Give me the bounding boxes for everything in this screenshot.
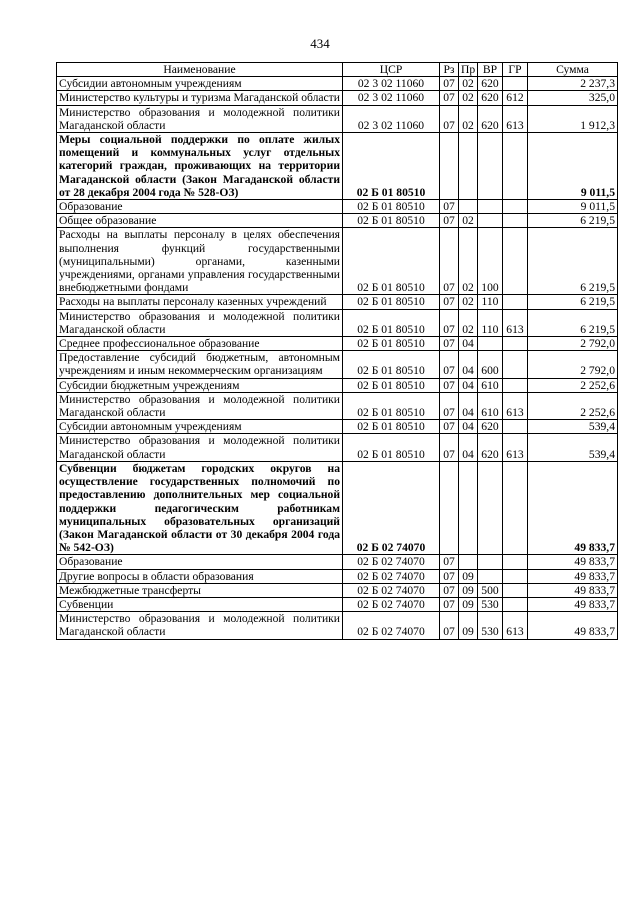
cell-vr (478, 133, 503, 200)
cell-sum: 2 237,3 (528, 77, 618, 91)
cell-vr: 620 (478, 91, 503, 105)
table-row (57, 378, 618, 392)
cell-rz: 07 (440, 200, 459, 214)
cell-name: Субвенции (57, 597, 343, 611)
cell-vr: 530 (478, 612, 503, 639)
cell-csr: 02 Б 01 80510 (343, 351, 440, 378)
cell-name: Субсидии автономным учреждениям (57, 420, 343, 434)
cell-gr (503, 555, 528, 569)
cell-sum: 539,4 (528, 420, 618, 434)
cell-gr (503, 133, 528, 200)
cell-rz: 07 (440, 378, 459, 392)
table-row (57, 91, 618, 105)
cell-sum: 6 219,5 (528, 295, 618, 309)
cell-sum: 49 833,7 (528, 555, 618, 569)
cell-sum: 9 011,5 (528, 133, 618, 200)
cell-vr (478, 200, 503, 214)
cell-pr: 02 (459, 309, 478, 336)
cell-csr: 02 Б 01 80510 (343, 378, 440, 392)
cell-sum: 49 833,7 (528, 569, 618, 583)
table-row (57, 133, 618, 200)
cell-name: Министерство образования и молодежной политики Магаданской области (57, 612, 343, 639)
cell-gr (503, 77, 528, 91)
table-row (57, 392, 618, 419)
table-row (57, 597, 618, 611)
cell-pr: 02 (459, 214, 478, 228)
cell-vr: 620 (478, 420, 503, 434)
cell-name: Меры социальной поддержки по оплате жилых помещений и коммунальных услуг отдельных категорий граждан, проживающих на территории Магаданской области (Закон Магаданской области от 28 декабря 2004 года № 528-ОЗ) (57, 133, 343, 200)
cell-sum: 6 219,5 (528, 214, 618, 228)
table-row (57, 228, 618, 295)
cell-csr: 02 Б 01 80510 (343, 295, 440, 309)
column-header-sum: Сумма (528, 63, 618, 77)
cell-name: Министерство образования и молодежной политики Магаданской области (57, 105, 343, 132)
cell-name: Общее образование (57, 214, 343, 228)
table-row (57, 295, 618, 309)
cell-gr (503, 214, 528, 228)
cell-rz: 07 (440, 420, 459, 434)
cell-rz: 07 (440, 105, 459, 132)
cell-rz: 07 (440, 555, 459, 569)
cell-vr: 600 (478, 351, 503, 378)
table-row (57, 612, 618, 639)
cell-csr: 02 Б 01 80510 (343, 434, 440, 461)
cell-gr: 612 (503, 91, 528, 105)
cell-csr: 02 3 02 11060 (343, 105, 440, 132)
cell-sum: 49 833,7 (528, 461, 618, 554)
cell-rz: 07 (440, 337, 459, 351)
cell-gr (503, 420, 528, 434)
table-row (57, 337, 618, 351)
cell-name: Среднее профессиональное образование (57, 337, 343, 351)
header-row (57, 63, 618, 77)
table-row (57, 77, 618, 91)
cell-sum: 2 792,0 (528, 351, 618, 378)
cell-rz: 07 (440, 583, 459, 597)
cell-sum: 2 252,6 (528, 378, 618, 392)
cell-rz: 07 (440, 91, 459, 105)
cell-csr: 02 Б 01 80510 (343, 420, 440, 434)
cell-vr: 500 (478, 583, 503, 597)
cell-name: Расходы на выплаты персоналу в целях обеспечения выполнения функций государственными (муниципальными) органами, казенными учреждениями, органами управления государственными внебюджетными фондами (57, 228, 343, 295)
budget-table (56, 62, 618, 640)
cell-gr (503, 378, 528, 392)
cell-gr: 613 (503, 434, 528, 461)
column-header-gr: ГР (503, 63, 528, 77)
cell-sum: 325,0 (528, 91, 618, 105)
cell-vr (478, 555, 503, 569)
cell-csr: 02 Б 01 80510 (343, 133, 440, 200)
cell-pr (459, 555, 478, 569)
cell-pr (459, 461, 478, 554)
cell-vr (478, 569, 503, 583)
table-row (57, 214, 618, 228)
cell-vr: 620 (478, 434, 503, 461)
cell-rz: 07 (440, 309, 459, 336)
table-row (57, 351, 618, 378)
cell-vr: 610 (478, 392, 503, 419)
cell-name: Образование (57, 555, 343, 569)
cell-name: Министерство образования и молодежной политики Магаданской области (57, 309, 343, 336)
cell-name: Субсидии автономным учреждениям (57, 77, 343, 91)
cell-vr (478, 337, 503, 351)
cell-rz: 07 (440, 597, 459, 611)
cell-sum: 49 833,7 (528, 583, 618, 597)
cell-gr (503, 337, 528, 351)
cell-rz: 07 (440, 569, 459, 583)
cell-pr: 02 (459, 295, 478, 309)
cell-pr: 09 (459, 569, 478, 583)
column-header-pr: Пр (459, 63, 478, 77)
cell-csr: 02 Б 02 74070 (343, 597, 440, 611)
cell-csr: 02 Б 01 80510 (343, 392, 440, 419)
cell-vr: 110 (478, 295, 503, 309)
cell-sum: 2 252,6 (528, 392, 618, 419)
table-row (57, 420, 618, 434)
cell-sum: 49 833,7 (528, 597, 618, 611)
table-row (57, 555, 618, 569)
cell-pr: 04 (459, 420, 478, 434)
table-row (57, 569, 618, 583)
table-row (57, 583, 618, 597)
cell-pr: 02 (459, 91, 478, 105)
cell-name: Межбюджетные трансферты (57, 583, 343, 597)
cell-pr: 04 (459, 392, 478, 419)
cell-csr: 02 Б 01 80510 (343, 200, 440, 214)
cell-rz: 07 (440, 77, 459, 91)
cell-csr: 02 Б 02 74070 (343, 612, 440, 639)
table-row (57, 434, 618, 461)
cell-rz (440, 133, 459, 200)
cell-vr: 100 (478, 228, 503, 295)
cell-pr: 02 (459, 105, 478, 132)
cell-csr: 02 Б 02 74070 (343, 461, 440, 554)
cell-csr: 02 Б 02 74070 (343, 555, 440, 569)
cell-rz: 07 (440, 351, 459, 378)
cell-gr: 613 (503, 392, 528, 419)
cell-name: Министерство культуры и туризма Магаданской области (57, 91, 343, 105)
cell-sum: 539,4 (528, 434, 618, 461)
cell-gr (503, 583, 528, 597)
column-header-csr: ЦСР (343, 63, 440, 77)
cell-sum: 9 011,5 (528, 200, 618, 214)
cell-sum: 6 219,5 (528, 228, 618, 295)
cell-pr: 09 (459, 597, 478, 611)
column-header-rz: Рз (440, 63, 459, 77)
cell-pr (459, 133, 478, 200)
table-header (57, 63, 618, 77)
cell-vr (478, 214, 503, 228)
cell-rz: 07 (440, 612, 459, 639)
table-body (57, 77, 618, 639)
cell-vr: 110 (478, 309, 503, 336)
column-header-vr: ВР (478, 63, 503, 77)
cell-csr: 02 Б 01 80510 (343, 214, 440, 228)
cell-name: Субсидии бюджетным учреждениям (57, 378, 343, 392)
cell-gr: 613 (503, 612, 528, 639)
cell-pr: 04 (459, 434, 478, 461)
cell-name: Образование (57, 200, 343, 214)
cell-gr: 613 (503, 309, 528, 336)
cell-rz: 07 (440, 295, 459, 309)
cell-rz: 07 (440, 214, 459, 228)
cell-pr: 09 (459, 612, 478, 639)
cell-gr (503, 228, 528, 295)
cell-csr: 02 3 02 11060 (343, 91, 440, 105)
cell-pr: 02 (459, 77, 478, 91)
page-number: 434 (310, 36, 330, 51)
cell-name: Министерство образования и молодежной политики Магаданской области (57, 434, 343, 461)
cell-pr: 04 (459, 378, 478, 392)
cell-csr: 02 Б 01 80510 (343, 309, 440, 336)
cell-rz: 07 (440, 434, 459, 461)
cell-rz (440, 461, 459, 554)
column-header-name: Наименование (57, 63, 343, 77)
table-row (57, 309, 618, 336)
cell-rz: 07 (440, 392, 459, 419)
cell-rz: 07 (440, 228, 459, 295)
cell-name: Министерство образования и молодежной политики Магаданской области (57, 392, 343, 419)
cell-csr: 02 Б 01 80510 (343, 337, 440, 351)
cell-name: Субвенции бюджетам городских округов на осуществление государственных полномочий по предоставлению дополнительных мер социальной поддержки педагогическим работникам муниципальных образовательных организаций (Закон Магаданской области от 30 декабря 2004 года № 542-ОЗ) (57, 461, 343, 554)
cell-gr: 613 (503, 105, 528, 132)
cell-pr: 02 (459, 228, 478, 295)
cell-pr: 04 (459, 351, 478, 378)
cell-vr: 620 (478, 77, 503, 91)
table-row (57, 105, 618, 132)
cell-gr (503, 569, 528, 583)
cell-gr (503, 461, 528, 554)
cell-gr (503, 200, 528, 214)
cell-sum: 2 792,0 (528, 337, 618, 351)
cell-vr: 530 (478, 597, 503, 611)
cell-vr: 620 (478, 105, 503, 132)
cell-pr (459, 200, 478, 214)
cell-csr: 02 Б 01 80510 (343, 228, 440, 295)
cell-gr (503, 295, 528, 309)
cell-pr: 09 (459, 583, 478, 597)
table-row (57, 200, 618, 214)
cell-csr: 02 Б 02 74070 (343, 569, 440, 583)
cell-csr: 02 3 02 11060 (343, 77, 440, 91)
cell-sum: 6 219,5 (528, 309, 618, 336)
cell-vr: 610 (478, 378, 503, 392)
cell-sum: 1 912,3 (528, 105, 618, 132)
table-row (57, 461, 618, 554)
cell-name: Расходы на выплаты персоналу казенных учреждений (57, 295, 343, 309)
cell-vr (478, 461, 503, 554)
cell-gr (503, 597, 528, 611)
cell-gr (503, 351, 528, 378)
cell-pr: 04 (459, 337, 478, 351)
cell-name: Предоставление субсидий бюджетным, автономным учреждениям и иным некоммерческим организациям (57, 351, 343, 378)
cell-sum: 49 833,7 (528, 612, 618, 639)
cell-name: Другие вопросы в области образования (57, 569, 343, 583)
cell-csr: 02 Б 02 74070 (343, 583, 440, 597)
